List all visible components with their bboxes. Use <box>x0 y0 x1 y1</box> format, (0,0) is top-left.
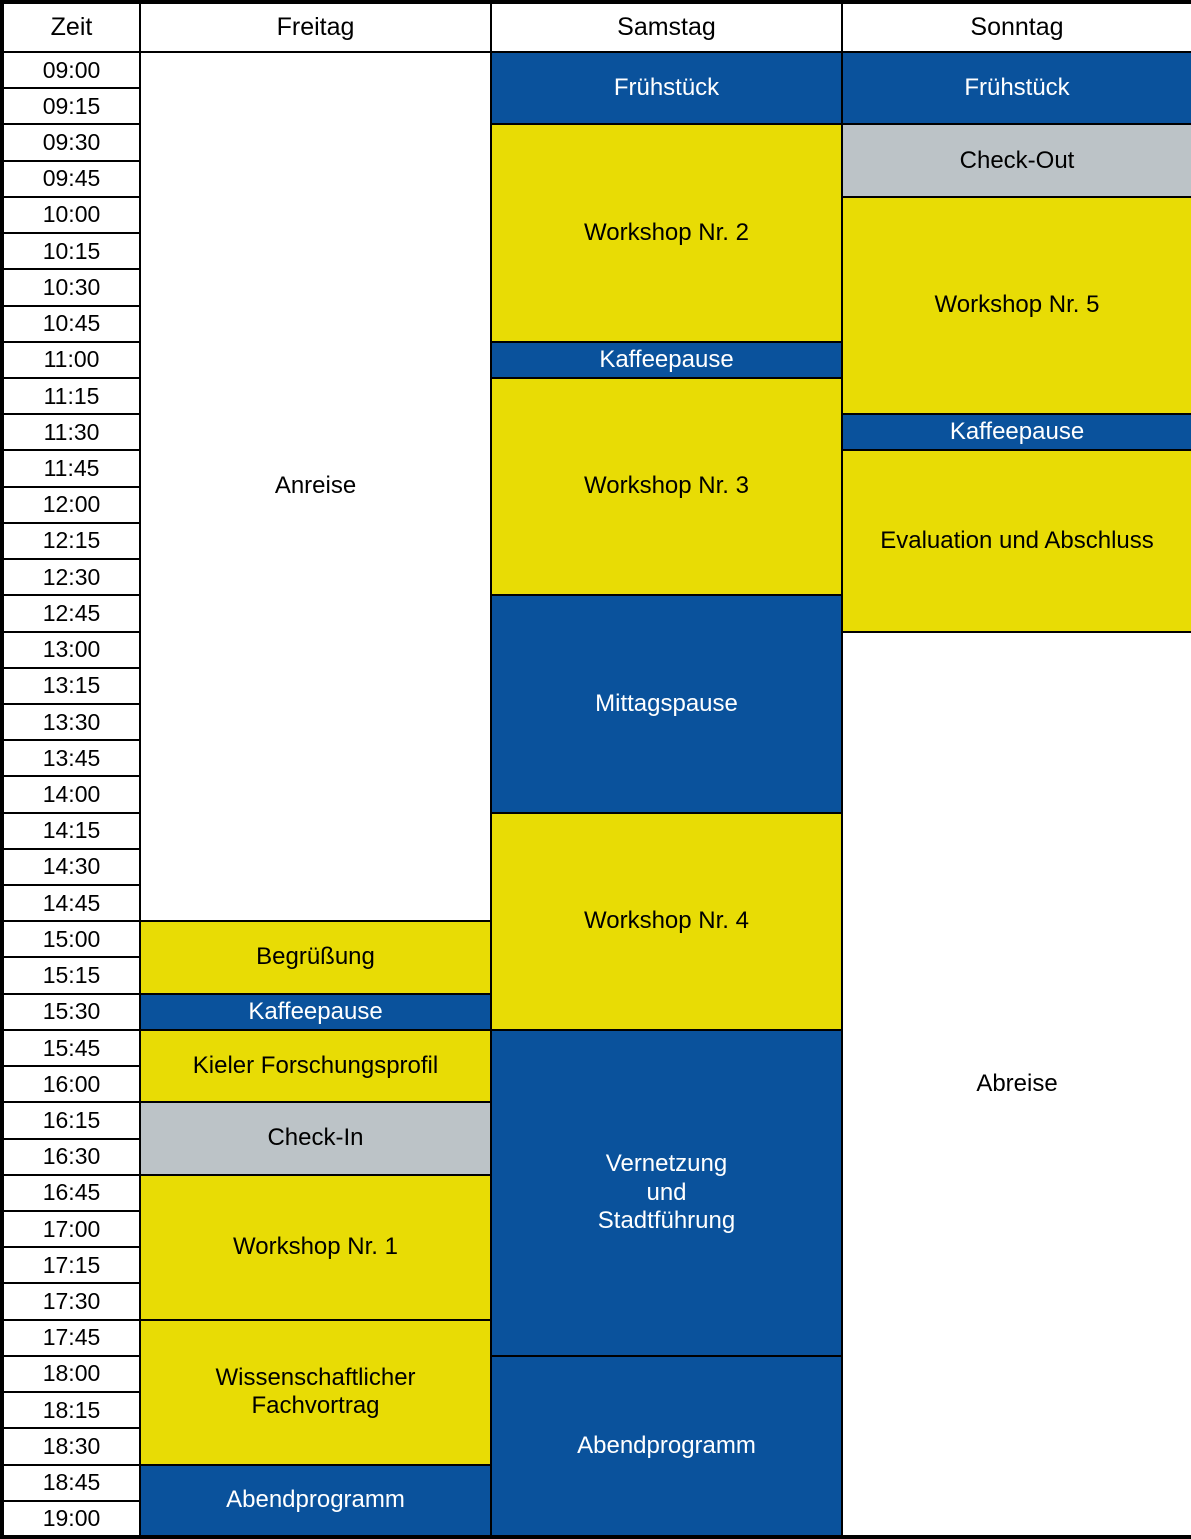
time-cell: 16:15 <box>2 1102 140 1138</box>
time-cell: 16:30 <box>2 1139 140 1175</box>
event-cell[interactable] <box>491 595 842 812</box>
event-cell[interactable] <box>140 1465 491 1537</box>
event-cell[interactable] <box>842 197 1191 414</box>
event-label: Workshop Nr. 5 <box>934 291 1100 319</box>
schedule-body <box>2 52 1191 1537</box>
time-cell: 17:00 <box>2 1211 140 1247</box>
time-cell: 12:00 <box>2 487 140 523</box>
time-cell: 11:00 <box>2 342 140 378</box>
event-cell[interactable] <box>140 921 491 993</box>
time-cell: 11:30 <box>2 414 140 450</box>
event-label: Workshop Nr. 3 <box>584 472 749 500</box>
time-cell: 11:45 <box>2 450 140 486</box>
event-label: Stadtführung <box>597 1207 736 1235</box>
column-header-freitag: Freitag <box>140 2 491 52</box>
event-label: Check-Out <box>959 146 1075 174</box>
time-cell: 09:15 <box>2 88 140 124</box>
time-cell: 14:00 <box>2 776 140 812</box>
event-label: Frühstück <box>964 74 1070 102</box>
event-label: Evaluation und Abschluss <box>880 526 1154 554</box>
event-label: Wissenschaftlicher <box>215 1363 416 1391</box>
time-cell: 10:45 <box>2 306 140 342</box>
event-label: Mittagspause <box>595 689 738 717</box>
time-cell: 19:00 <box>2 1501 140 1537</box>
event-label: Workshop Nr. 4 <box>584 907 749 935</box>
time-cell: 09:45 <box>2 161 140 197</box>
event-cell[interactable] <box>140 52 491 921</box>
event-label: Anreise <box>274 472 357 500</box>
schedule-row <box>2 52 1191 88</box>
event-cell[interactable] <box>140 1030 491 1102</box>
event-cell[interactable] <box>491 378 842 595</box>
time-cell: 18:30 <box>2 1428 140 1464</box>
event-cell[interactable] <box>842 632 1191 1538</box>
event-cell[interactable] <box>491 813 842 1030</box>
time-cell: 10:30 <box>2 269 140 305</box>
event-label: Abreise <box>976 1069 1058 1097</box>
event-cell[interactable] <box>842 52 1191 124</box>
event-cell[interactable] <box>491 342 842 378</box>
event-label: Kaffeepause <box>248 997 383 1025</box>
time-cell: 12:15 <box>2 523 140 559</box>
time-cell: 12:30 <box>2 559 140 595</box>
time-cell: 15:15 <box>2 957 140 993</box>
event-cell[interactable] <box>491 124 842 341</box>
time-cell: 09:00 <box>2 52 140 88</box>
time-cell: 12:45 <box>2 595 140 631</box>
event-label: Fachvortrag <box>251 1392 380 1420</box>
event-label: Begrüßung <box>256 943 375 971</box>
event-cell[interactable] <box>491 1356 842 1537</box>
time-cell: 10:15 <box>2 233 140 269</box>
event-label: Vernetzung <box>605 1150 728 1178</box>
event-cell[interactable] <box>491 52 842 124</box>
event-label: Abendprogramm <box>577 1431 756 1459</box>
time-cell: 15:30 <box>2 994 140 1030</box>
event-label: Kaffeepause <box>949 418 1085 446</box>
event-label: Kieler Forschungsprofil <box>192 1051 439 1079</box>
time-cell: 15:00 <box>2 921 140 957</box>
time-cell: 09:30 <box>2 124 140 160</box>
event-cell[interactable] <box>842 124 1191 196</box>
time-cell: 18:00 <box>2 1356 140 1392</box>
event-label: Frühstück <box>613 74 720 102</box>
event-label: Workshop Nr. 2 <box>584 218 749 246</box>
event-label: Check-In <box>267 1124 364 1152</box>
time-cell: 14:30 <box>2 849 140 885</box>
event-label: Workshop Nr. 1 <box>233 1233 398 1261</box>
time-cell: 13:00 <box>2 632 140 668</box>
time-cell: 10:00 <box>2 197 140 233</box>
event-cell[interactable] <box>140 1320 491 1465</box>
schedule-header <box>2 2 1191 52</box>
time-cell: 15:45 <box>2 1030 140 1066</box>
time-cell: 16:00 <box>2 1066 140 1102</box>
event-cell[interactable] <box>842 414 1191 450</box>
event-label: Abendprogramm <box>226 1486 405 1514</box>
time-cell: 13:30 <box>2 704 140 740</box>
event-cell[interactable] <box>491 1030 842 1356</box>
time-cell: 17:45 <box>2 1320 140 1356</box>
time-cell: 14:15 <box>2 813 140 849</box>
event-cell[interactable] <box>140 994 491 1030</box>
time-cell: 16:45 <box>2 1175 140 1211</box>
event-label: Kaffeepause <box>599 345 734 373</box>
time-cell: 18:45 <box>2 1465 140 1501</box>
column-header-zeit: Zeit <box>2 2 140 52</box>
time-cell: 11:15 <box>2 378 140 414</box>
event-cell[interactable] <box>140 1175 491 1320</box>
time-cell: 13:45 <box>2 740 140 776</box>
time-cell: 17:30 <box>2 1283 140 1319</box>
column-header-samstag: Samstag <box>491 2 842 52</box>
time-cell: 17:15 <box>2 1247 140 1283</box>
header-row <box>2 2 1191 52</box>
time-cell: 14:45 <box>2 885 140 921</box>
time-cell: 13:15 <box>2 668 140 704</box>
time-cell: 18:15 <box>2 1392 140 1428</box>
event-label: und <box>646 1178 687 1206</box>
event-cell[interactable] <box>140 1102 491 1174</box>
event-cell[interactable] <box>842 450 1191 631</box>
column-header-sonntag: Sonntag <box>842 2 1191 52</box>
